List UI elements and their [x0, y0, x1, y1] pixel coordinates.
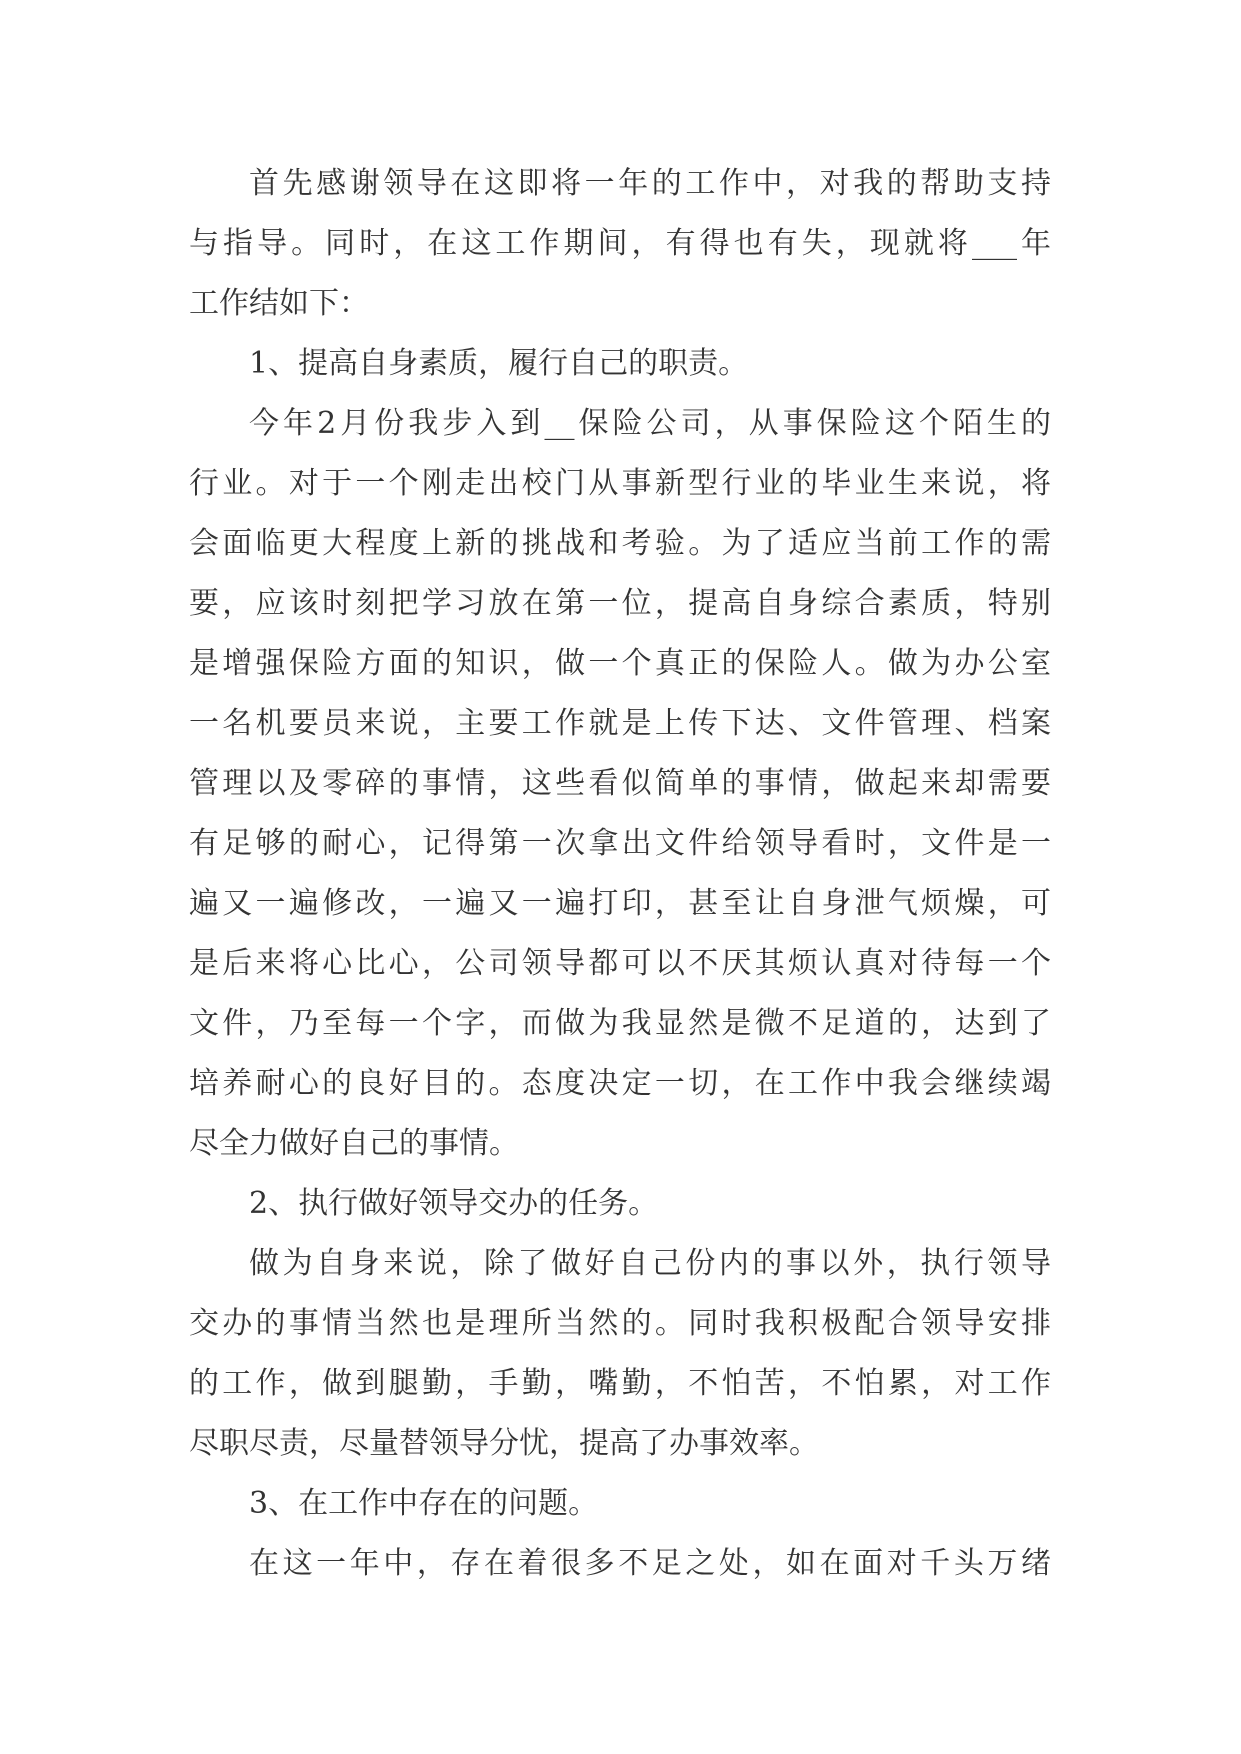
paragraph-line: 会面临更大程度上新的挑战和考验。为了适应当前工作的需	[189, 526, 1051, 561]
paragraph-line: 在这一年中，存在着很多不足之处，如在面对千头万绪	[249, 1546, 1051, 1581]
paragraph-line: 是增强保险方面的知识，做一个真正的保险人。做为办公室	[189, 646, 1051, 681]
paragraph-line: 做为自身来说，除了做好自己份内的事以外，执行领导	[249, 1246, 1051, 1281]
paragraph-line: 工作结如下：	[189, 286, 369, 321]
paragraph-line: 尽全力做好自己的事情。	[189, 1126, 519, 1161]
section-heading: 2、执行做好领导交办的任务。	[249, 1186, 659, 1221]
paragraph-line: 遍又一遍修改，一遍又一遍打印，甚至让自身泄气烦燥，可	[189, 886, 1051, 921]
document-body	[189, 154, 1051, 1594]
paragraph-line: 与指导。同时，在这工作期间，有得也有失，现就将___年	[189, 226, 1051, 261]
paragraph-line: 有足够的耐心，记得第一次拿出文件给领导看时，文件是一	[189, 826, 1051, 861]
paragraph-line: 是后来将心比心，公司领导都可以不厌其烦认真对待每一个	[189, 946, 1051, 981]
paragraph-line: 培养耐心的良好目的。态度决定一切，在工作中我会继续竭	[189, 1066, 1051, 1101]
paragraph-line: 首先感谢领导在这即将一年的工作中，对我的帮助支持	[249, 166, 1051, 201]
paragraph-line: 一名机要员来说，主要工作就是上传下达、文件管理、档案	[189, 706, 1051, 741]
section-heading: 3、在工作中存在的问题。	[249, 1486, 599, 1521]
paragraph-line: 今年2月份我步入到__保险公司，从事保险这个陌生的	[249, 406, 1051, 441]
section-heading: 1、提高自身素质，履行自己的职责。	[249, 346, 749, 381]
paragraph-line: 行业。对于一个刚走出校门从事新型行业的毕业生来说，将	[189, 466, 1051, 501]
paragraph-line: 文件，乃至每一个字，而做为我显然是微不足道的，达到了	[189, 1006, 1051, 1041]
paragraph-line: 的工作，做到腿勤，手勤，嘴勤，不怕苦，不怕累，对工作	[189, 1366, 1051, 1401]
paragraph-line: 要，应该时刻把学习放在第一位，提高自身综合素质，特别	[189, 586, 1051, 621]
paragraph-line: 管理以及零碎的事情，这些看似简单的事情，做起来却需要	[189, 766, 1051, 801]
paragraph-line: 尽职尽责，尽量替领导分忧，提高了办事效率。	[189, 1426, 819, 1461]
paragraph-line: 交办的事情当然也是理所当然的。同时我积极配合领导安排	[189, 1306, 1051, 1341]
